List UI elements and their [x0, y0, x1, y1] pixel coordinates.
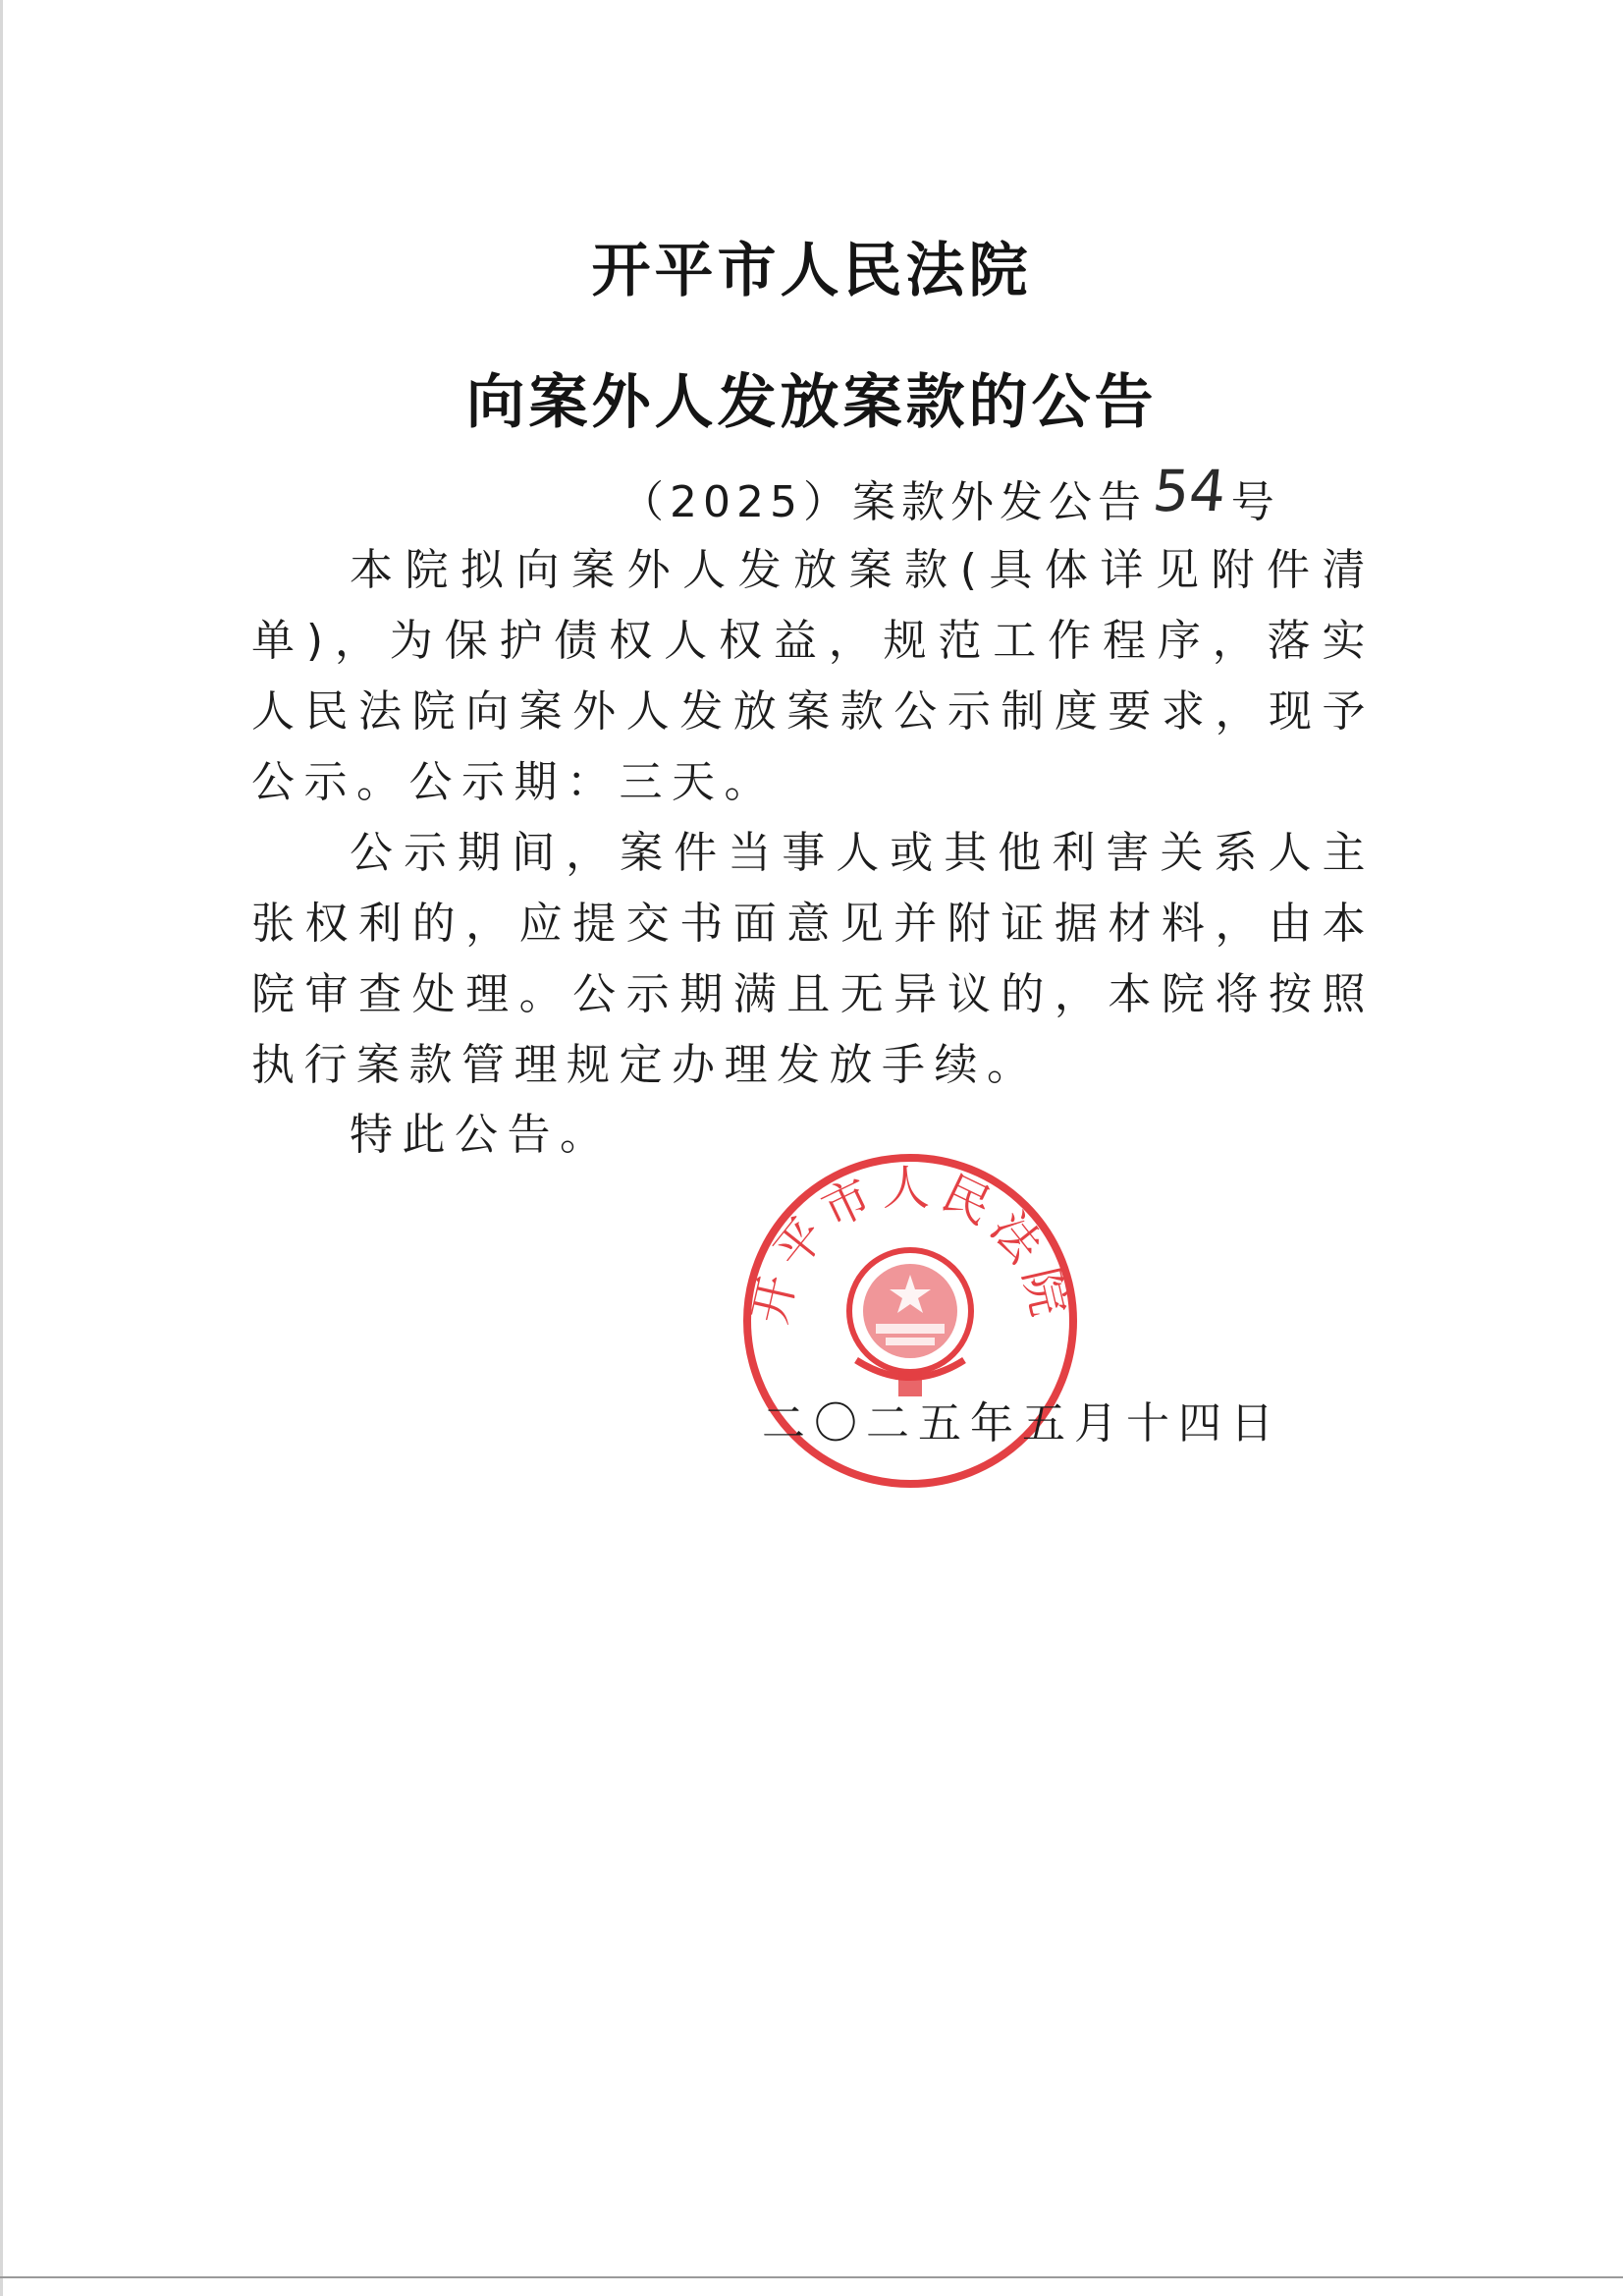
notice-title: 向案外人发放案款的公告 [465, 368, 1158, 437]
handwritten-number: 54 [1150, 458, 1230, 524]
document-number-suffix: 号 [1230, 477, 1280, 527]
document-number-prefix: （2025）案款外发公告 [621, 477, 1147, 527]
paragraph-closing: 特此公告。 [350, 1110, 613, 1160]
issue-date: 二〇二五年五月十四日 [762, 1398, 1282, 1449]
document-number [621, 458, 1280, 530]
scan-bottom-line [0, 2276, 1623, 2278]
scan-edge [0, 0, 3, 2296]
seal-text: 开平市人民法院 [742, 1161, 1078, 1330]
paragraph-objection: 公示期间，案件当事人或其他利害关系人主张权利的，应提交书面意见并附证据材料，由本院审查处理。公示期满且无异议的，本院将按照执行案款管理规定办理发放手续。 [251, 828, 1375, 1090]
paragraph-intro: 本院拟向案外人发放案款(具体详见附件清单)，为保护债权人权益，规范工作程序，落实人民法院向案外人发放案款公示制度要求，现予公示。公示期：三天。 [251, 545, 1375, 807]
national-emblem-icon [849, 1250, 971, 1396]
court-name-title: 开平市人民法院 [591, 237, 1032, 305]
